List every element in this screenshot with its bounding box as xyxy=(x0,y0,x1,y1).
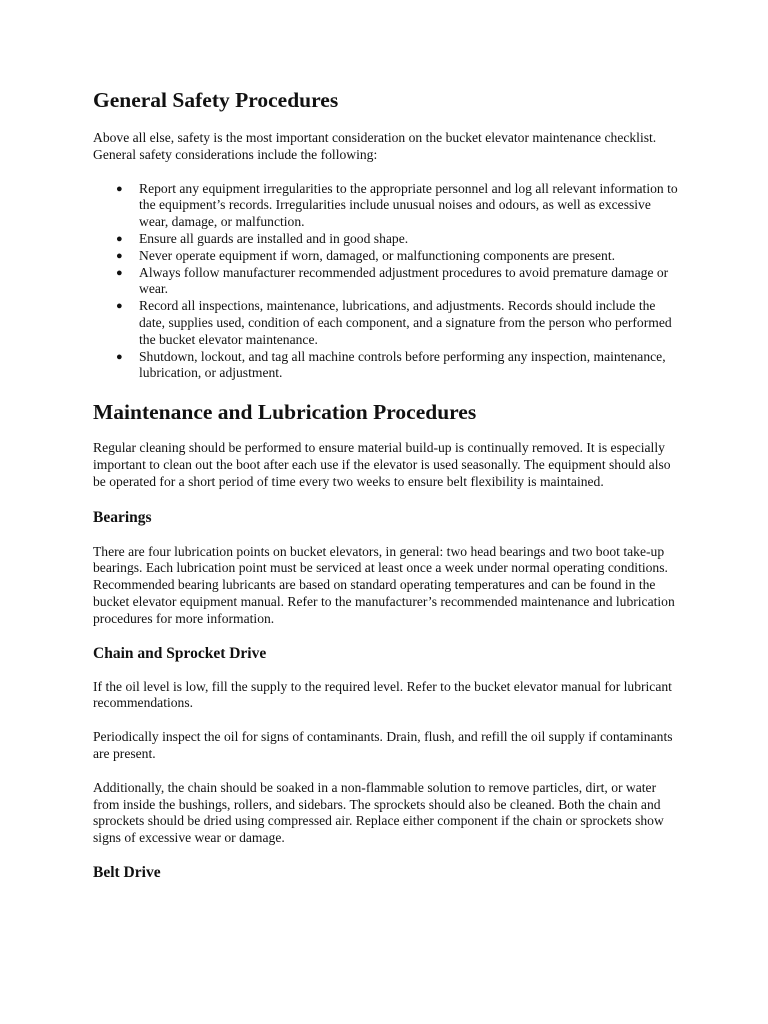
bullet-icon: ● xyxy=(116,232,123,245)
list-item xyxy=(116,264,683,299)
chain-paragraph-contaminants: Periodically inspect the oil for signs of contaminants. Drain, flush, and refill the oil supply if contaminants are present. xyxy=(93,729,673,761)
safety-list xyxy=(93,181,683,383)
chain-paragraph-oil-level: If the oil level is low, fill the supply to the required level. Refer to the bucket elevator manual for lubricant recommendations. xyxy=(93,678,672,711)
list-item-text: Record all inspections, maintenance, lubrications, and adjustments. Records should include the date, supplies used, condition of each component, and a signature from the person who performed the bucket elevator maintenance. xyxy=(139,298,672,347)
bullet-icon: ● xyxy=(116,300,123,313)
list-item xyxy=(116,298,683,348)
list-item xyxy=(116,348,683,383)
list-item-text: Report any equipment irregularities to the appropriate personnel and log all relevant information to the equipment’s records. Irregularities include unusual noises and odours, as well as excessive wear, damage, or malfunction. xyxy=(139,180,678,230)
bullet-icon: ● xyxy=(116,249,123,262)
heading-general-safety: General Safety Procedures xyxy=(93,88,339,112)
heading-chain-sprocket-drive: Chain and Sprocket Drive xyxy=(93,644,267,662)
list-item-text: Never operate equipment if worn, damaged, or malfunctioning components are present. xyxy=(139,247,615,263)
list-item-text: Shutdown, lockout, and tag all machine controls before performing any inspection, maintenance, lubrication, or adjustment. xyxy=(139,348,666,381)
bullet-icon: ● xyxy=(116,266,123,279)
document-page xyxy=(93,86,683,883)
heading-belt-drive: Belt Drive xyxy=(93,863,161,881)
list-item xyxy=(116,247,683,265)
general-safety-intro: Above all else, safety is the most important consideration on the bucket elevator maintenance checklist. General safety considerations include the following: xyxy=(93,130,657,162)
chain-paragraph-cleaning: Additionally, the chain should be soaked in a non-flammable solution to remove particles, dirt, or water from inside the bushings, rollers, and sidebars. The sprockets should also be cleaned. Both the chain and sprockets should be dried using compressed air. Replace either component if the chain or sprockets show signs of excessive wear or damage. xyxy=(93,779,664,846)
heading-bearings: Bearings xyxy=(93,508,152,526)
bearings-paragraph: There are four lubrication points on bucket elevators, in general: two head bearings and two boot take-up bearings. Each lubrication point must be serviced at least once a week under normal operating conditions. Recommended bearing lubricants are based on standard operating temperatures and can be found in the bucket elevator equipment manual. Refer to the manufacturer’s recommended maintenance and lubrication procedures for more information. xyxy=(93,543,675,626)
maintenance-paragraph: Regular cleaning should be performed to ensure material build-up is continually removed. It is especially important to clean out the boot after each use if the elevator is used seasonally. The equipment should also be operated for a short period of time every two weeks to ensure belt flexibility is maintained. xyxy=(93,440,671,489)
list-item-text: Ensure all guards are installed and in good shape. xyxy=(139,230,409,246)
list-item-text: Always follow manufacturer recommended adjustment procedures to avoid premature damage or wear. xyxy=(139,264,669,297)
list-item xyxy=(116,180,683,231)
bullet-icon: ● xyxy=(116,182,123,195)
bullet-icon: ● xyxy=(116,350,123,363)
list-item xyxy=(116,230,683,248)
heading-maintenance-lubrication: Maintenance and Lubrication Procedures xyxy=(93,400,477,425)
